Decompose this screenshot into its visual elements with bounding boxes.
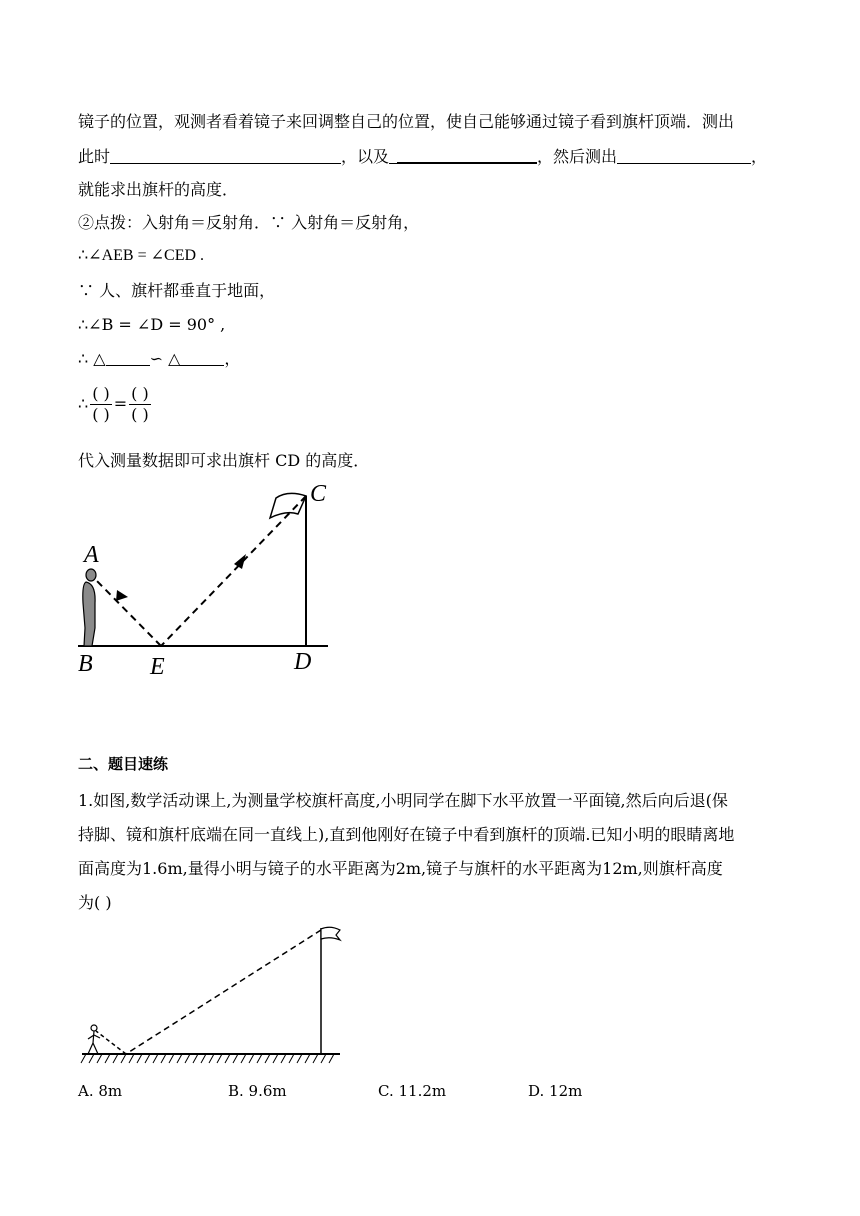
person-icon [88,1025,100,1054]
ratio-therefore: ∴ [78,394,89,413]
text-comma: ， [751,147,768,166]
option-b[interactable]: B. 9.6m [228,1082,287,1100]
incident-ray-2 [126,930,321,1054]
text-cishi: 此时 [78,147,111,166]
perpendicular-line: ∵ 人、旗杆都垂直于地面， [78,281,276,300]
question-1-line-2: 持脚、镜和旗杆底端在同一直线上),直到他刚好在镜子中看到旗杆的顶端.已知小明的眼睛离地 [78,825,735,844]
arrow-head-incident [234,554,246,569]
person-body-icon [83,582,95,646]
option-d[interactable]: D. 12m [528,1082,583,1100]
label-B: B [78,651,93,677]
explain-line-1: 镜子的位置，观测者看着镜子来回调整自己的位置，使自己能够通过镜子看到旗杆顶端．测出 [78,112,735,131]
right-angle-equation: ∴∠B = ∠D = 90° , [78,315,226,334]
reflected-ray [94,578,161,646]
similar-blank-2[interactable] [180,349,224,366]
text-yiji: ，以及 [341,147,390,166]
ratio-equals: = [113,394,128,413]
blank-head-2 [389,147,397,164]
similar-symbol: ∽ △ [149,349,181,368]
label-D: D [294,649,312,675]
hint-line: ②点拨：入射角＝反射角．∵ 入射角＝反射角， [78,213,420,232]
question-1-line-4: 为( ) [78,893,112,912]
mirror-reflection-figure [70,478,340,683]
section-title: 二、题目速练 [78,755,169,773]
ground-hatching [81,1054,334,1063]
answer-blank-1[interactable] [110,147,335,164]
ratio-fraction-right [129,384,151,425]
label-C: C [310,481,327,507]
option-a[interactable]: A. 8m [78,1082,123,1100]
text-ranhou: ，然后测出 [537,147,618,166]
incident-ray [161,496,306,646]
arrow-head-reflected [116,590,128,601]
option-c[interactable]: C. 11.2m [378,1082,447,1100]
similar-prefix: ∴ △ [78,349,106,368]
ratio-fraction-left [90,384,112,425]
reflected-ray-2 [96,1031,126,1054]
similar-end: ， [224,349,241,368]
angle-equation: ∴∠AEB = ∠CED . [78,247,205,264]
conclusion-line: 代入测量数据即可求出旗杆 CD 的高度． [78,451,370,470]
frac-left-num[interactable]: ( ) [92,384,110,403]
frac-left-den[interactable]: ( ) [92,405,110,424]
answer-blank-3[interactable] [617,147,745,164]
person-head-icon [86,569,96,581]
explain-line-3: 就能求出旗杆的高度． [78,180,239,199]
question-1-line-3: 面高度为1.6m,量得小明与镜子的水平距离为2m,镜子与旗杆的水平距离为12m,则旗杆高度 [78,859,723,878]
frac-right-den[interactable]: ( ) [131,405,149,424]
explain-line-2 [78,145,767,169]
question-1-line-1: 1.如图,数学活动课上,为测量学校旗杆高度,小明同学在脚下水平放置一平面镜,然后向后退(保 [78,791,728,810]
label-A: A [84,542,99,568]
label-E: E [150,654,165,680]
ratio-line [78,382,153,426]
flag-icon-2 [321,927,340,940]
frac-right-num[interactable]: ( ) [131,384,149,403]
answer-blank-2[interactable] [397,146,537,164]
similar-triangles-line [78,347,240,371]
flagpole-question-figure [78,920,348,1068]
similar-blank-1[interactable] [106,349,150,366]
